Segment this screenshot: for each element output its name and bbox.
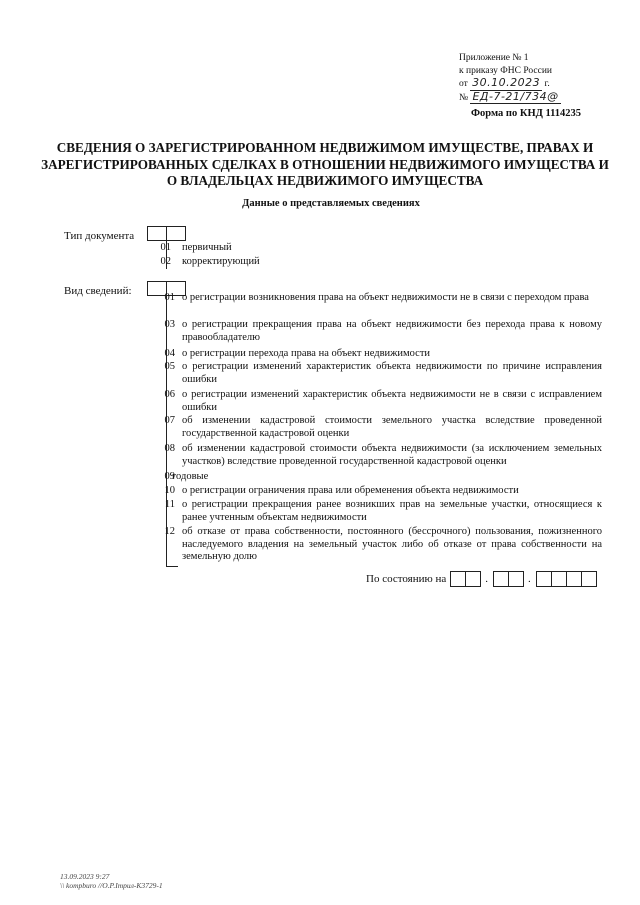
info-type-option: 03 о регистрации прекращения права на объект недвижимости без перехода права к новому правообладателю: [164, 319, 602, 343]
as-of-month-input[interactable]: [493, 571, 523, 587]
date-cell[interactable]: [465, 571, 481, 587]
as-of-year-input[interactable]: [536, 571, 596, 587]
date-separator: .: [485, 573, 489, 585]
section-subtitle: Данные о представляемых сведениях: [242, 198, 420, 209]
annex-order: к приказу ФНС России: [459, 65, 552, 76]
info-type-option: 01 о регистрации возникновения права на объект недвижимости не в связи с переходом права: [164, 292, 589, 303]
date-cell[interactable]: [566, 571, 582, 587]
bracket-foot: [166, 566, 178, 567]
handwritten-date: 30.10.2023: [472, 76, 541, 89]
print-stamp: 13.09.2023 9:27 \\ kompburo //О.Р.Ітрил-К3729-1: [60, 872, 163, 890]
document-page: Приложение № 1 к приказу ФНС России от 30.10.2023 г. № ЕД-7-21/734@ Форма по КНД 1114235 СВЕДЕНИЯ О ЗАРЕГИСТРИРОВАННОМ НЕДВИЖИМОМ ИМУЩЕСТВЕ, ПРАВАХ И ЗАРЕГИСТРИРОВАННЫХ СДЕЛКАХ В ОТНОШЕНИИ НЕДВИЖИМОГО ИМУЩЕСТВА И О ВЛАДЕЛЬЦАХ НЕДВИЖИМОГО ИМУЩЕСТВА Данные о представляемых сведениях Тип документа 01 первичный 02 корректирующий Вид сведений: 01 о регистрации возникновения права на объект недвижимости не в связи с переходом права 03 о регистрации прекращения права на объект недвижимости без перехода права к новому правообладателю 04 о регистрации перехода права на объект недвижимости 05 о регистрации изменений характеристик объекта недвижимости по причине исправления ошибки 06 о регистрации изменений характеристик объекта недвижимости не в связи с исправлением ошибки 07 об изменении кадастровой стоимости земельного участка вследствие проведенной государственной кадастровой оценки 08 об изменении кадастровой стоимости объекта недвижимости (за исключением земельных участков) вследствие проведенной государственной кадастровой оценки 09 годовые 10 о регистрации ограничения права или обременения объекта недвижимости 11 о регистрации прекращения ранее возникших прав на земельные участки, относящиеся к ранее учтенным объектам недвижимости 12 об отказе от права собственности, постоянного (бессрочного) пользования, пожизненного наследуемого владения на земельный участок либо об отказе от права собственности на земельную долю По состоянию на . . 13.09.2023 9:27 \\ kompburo //О.Р.Ітрил-К3729-1: [0, 0, 640, 905]
annex-number: Приложение № 1: [459, 53, 529, 63]
as-of-date-row: [366, 571, 596, 587]
document-title: СВЕДЕНИЯ О ЗАРЕГИСТРИРОВАННОМ НЕДВИЖИМОМ ИМУЩЕСТВЕ, ПРАВАХ И ЗАРЕГИСТРИРОВАННЫХ СДЕЛКАХ В ОТНОШЕНИИ НЕДВИЖИМОГО ИМУЩЕСТВА И О ВЛАДЕЛЬЦАХ НЕДВИЖИМОГО ИМУЩЕСТВА: [41, 140, 609, 188]
date-separator: .: [528, 573, 531, 585]
date-cell[interactable]: [450, 571, 466, 587]
doc-type-label: Тип документа: [64, 230, 135, 242]
date-cell[interactable]: [581, 571, 597, 587]
annex-number-line: № ЕД-7-21/734@: [459, 89, 559, 103]
as-of-label: По состоянию на: [366, 573, 447, 585]
as-of-day-input[interactable]: [450, 571, 480, 587]
doc-type-cell[interactable]: [147, 226, 167, 241]
doc-type-input[interactable]: [147, 226, 185, 241]
date-cell[interactable]: [493, 571, 509, 587]
form-code: Форма по КНД 1114235: [471, 108, 582, 119]
date-cell[interactable]: [551, 571, 567, 587]
date-cell[interactable]: [508, 571, 524, 587]
date-cell[interactable]: [536, 571, 552, 587]
annex-date-line: от 30.10.2023 г.: [459, 76, 550, 89]
info-type-label: Вид сведений:: [64, 285, 132, 297]
handwritten-order-number: ЕД-7-21/734@: [472, 89, 559, 103]
annex-header: [459, 52, 561, 104]
doc-type-cell[interactable]: [166, 226, 186, 241]
